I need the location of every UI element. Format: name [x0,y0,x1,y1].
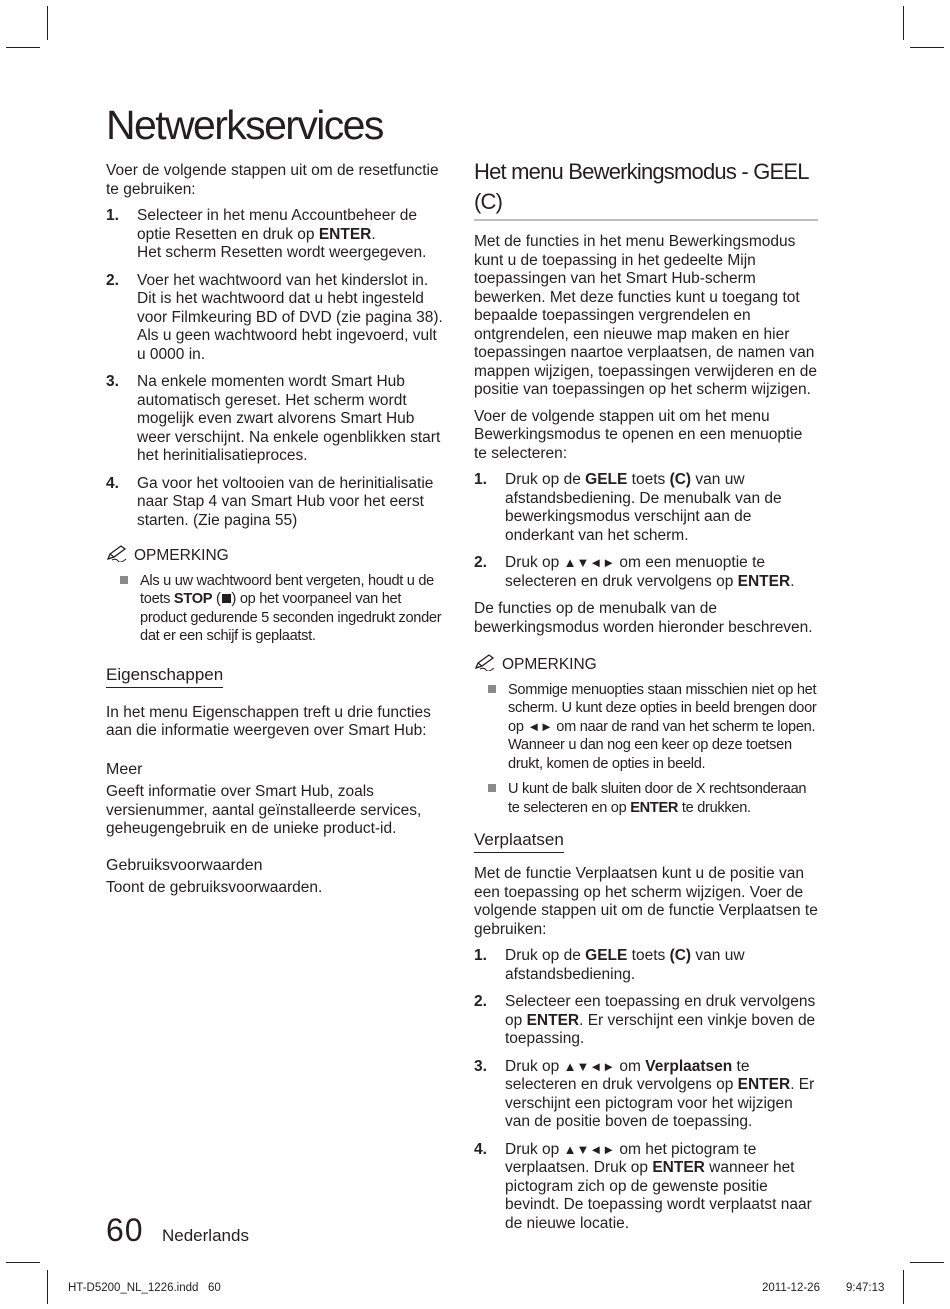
c-key-label: (C) [669,947,692,964]
list-item [474,554,818,591]
crop-mark [47,6,48,40]
gele-key-label: GELE [585,471,628,488]
section-heading: Het menu Bewerkingsmodus - GEEL (C) [474,157,818,221]
note-text: U kunt de balk sluiten door de X rechtsonderaan te selecteren en op [508,781,807,816]
gebruiksvoorwaarden-heading: Gebruiksvoorwaarden [106,856,263,874]
step-text: om een menuoptie te selecteren en druk vervolgens op [505,554,765,590]
note-text: Als u uw wachtwoord bent vergeten, houdt u de toets [140,572,434,607]
arrow-keys-icon: ▲▼◄► [563,555,616,570]
menubalk-text: De functies op de menubalk van de bewerkingsmodus worden hieronder beschreven. [474,600,813,636]
step-text: om [615,1057,646,1075]
meer-text: Geeft informatie over Smart Hub, zoals versienummer, aantal geïnstalleerde services, geheugengebruik en de unieke product-id. [106,783,422,837]
step-text: Druk op [505,554,564,571]
step-number: 4. [474,1140,487,1158]
list-item [474,780,818,817]
enter-key-label: ENTER [737,1076,791,1093]
step-number: 1. [106,207,119,224]
step-text: te selecteren en druk vervolgens op [505,1057,750,1093]
reset-steps [106,207,446,530]
c-key-label: (C) [669,471,692,488]
step-number: 2. [474,993,487,1010]
crop-mark [903,6,904,40]
imprint-file: HT-D5200_NL_1226.indd 60 [68,1282,221,1294]
gebruiksvoorwaarden-text: Toont de gebruiksvoorwaarden. [106,879,323,896]
enter-key-label: ENTER [652,1159,705,1176]
note-heading [474,653,818,677]
bewerkingsmodus-steps-intro: Voer de volgende stappen uit om het menu Bewerkingsmodus te openen en een menuoptie te selecteren: [474,407,803,462]
list-item [106,272,446,365]
step-text: van uw afstandsbediening. De menubalk van de bewerkingsmodus verschijnt aan de onderkant van het scherm. [505,471,782,544]
enter-key-label: ENTER [737,572,791,590]
step-text: toets [627,947,670,964]
arrow-keys-icon: ◄► [527,718,553,734]
crop-mark [47,1270,48,1304]
note-list [474,681,818,818]
step-text: Druk op de [505,947,586,964]
square-bullet-icon [488,685,496,693]
reset-intro: Voer de volgende stappen uit om de resetfunctie te gebruiken: [106,162,439,198]
list-item [106,572,446,646]
step-text: Druk op [505,1140,564,1158]
step-text: Druk op [505,1057,564,1075]
step-text: Het scherm Resetten wordt weergegeven. [137,244,427,261]
crop-mark [6,47,40,48]
note-title: OPMERKING [134,546,229,564]
list-item [106,207,446,263]
step-number: 3. [474,1057,487,1075]
pencil-note-icon [474,653,498,677]
page-title: Netwerkservices [106,102,383,148]
verplaatsen-text: Met de functie Verplaatsen kunt u de positie van een toepassing op het scherm wijzigen. Voer de volgende stappen uit om de functie Verplaatsen te gebruiken: [474,865,818,938]
bewerkingsmodus-steps [474,471,818,591]
step-text: . Er verschijnt een vinkje boven de toepassing. [505,1011,816,1047]
step-text: van uw afstandsbediening. [505,947,745,983]
step-number: 3. [106,373,119,390]
step-text: toets [627,471,670,488]
note-text: te drukken. [678,799,751,816]
crop-mark [910,47,944,48]
note-text: Sommige menuopties staan misschien niet op het scherm. U kunt deze opties in beeld brengen door op [508,681,817,735]
meer-heading: Meer [106,760,143,778]
eigenschappen-text: In het menu Eigenschappen treft u drie functies aan die informatie weergeven over Smart Hub: [106,703,431,739]
step-number: 1. [474,947,487,964]
crop-mark [903,1270,904,1304]
step-number: 1. [474,471,487,488]
list-item [474,471,818,545]
gele-key-label: GELE [585,947,628,964]
imprint-date: 2011-12-26 [762,1282,820,1294]
note-text: ) op het voorpaneel van het product gedurende 5 seconden ingedrukt zonder dat er een schijf is geplaatst. [140,591,442,644]
page-number: 60 [106,1212,144,1248]
arrow-keys-icon: ▲▼◄► [563,1058,616,1074]
step-text: Selecteer in het menu Accountbeheer de optie Resetten en druk op [137,207,418,243]
step-number: 2. [106,271,119,289]
right-column [474,157,818,1242]
arrow-keys-icon: ▲▼◄► [563,1141,616,1157]
enter-key-label: ENTER [318,225,372,243]
list-item [474,947,818,984]
step-text: . Er verschijnt een pictogram voor het wijzigen van de positie boven de toepassing. [505,1076,815,1130]
list-item [474,1141,818,1234]
step-number: 2. [474,554,487,571]
step-text: om het pictogram te verplaatsen. Druk op [505,1140,757,1176]
note-title: OPMERKING [502,655,597,673]
pencil-note-icon [106,544,130,568]
stop-symbol-icon [222,594,231,603]
enter-key-label: ENTER [526,1011,580,1029]
left-column [106,162,446,898]
imprint-time: 9:47:13 [846,1282,885,1294]
enter-key-label: ENTER [630,799,679,816]
eigenschappen-heading: Eigenschappen [106,664,223,688]
list-item [474,681,818,774]
step-text: Selecteer een toepassing en druk vervolgens op [505,993,816,1029]
step-text: . [790,572,795,590]
page-language: Nederlands [162,1226,249,1245]
list-item [106,475,446,531]
list-item [474,993,818,1049]
note-text: om naar de rand van het scherm te lopen. Wanneer u dan nog een keer op deze toetsen drukt, komen de opties in beeld. [508,718,816,772]
crop-mark [6,1262,40,1263]
step-text: Druk op de [505,471,586,488]
bewerkingsmodus-intro: Met de functies in het menu Bewerkingsmodus kunt u de toepassing in het gedeelte Mijn toepassingen van het Smart Hub-scherm bewerken. Met deze functies kunt u toegang tot bepaalde toepassingen vergrendelen en ontgrendelen, een nieuwe map maken en hier toepassingen naartoe verplaatsen, de namen van mappen wijzigen, toepassingen verwijderen en de positie van toepassingen op het scherm wijzigen. [474,233,817,398]
list-item [474,1058,818,1132]
list-item [106,373,446,466]
square-bullet-icon [488,784,496,792]
step-text: Voer het wachtwoord van het kinderslot in. Dit is het wachtwoord dat u hebt ingesteld voor Filmkeuring BD of DVD (zie pagina 38). Als u geen wachtwoord hebt ingevoerd, vult u 0000 in. [137,271,443,363]
step-number: 4. [106,474,119,492]
note-heading [106,544,446,568]
step-text: Na enkele momenten wordt Smart Hub automatisch gereset. Het scherm wordt mogelijk even zwart alvorens Smart Hub weer verschijnt. Na enkele ogenblikken start het herinitialisatieproces. [137,373,441,464]
step-text: Ga voor het voltooien van de herinitialisatie naar Stap 4 van Smart Hub voor het eerst starten. (Zie pagina 55) [137,474,434,529]
note-list [106,572,446,646]
square-bullet-icon [120,576,128,584]
crop-mark [910,1262,944,1263]
verplaatsen-steps [474,947,818,1233]
step-text: . [371,225,376,243]
step-text: wanneer het pictogram zich op de gewenste positie bevindt. De toepassing wordt verplaatst naar de nieuwe locatie. [505,1159,812,1232]
note-text: ( [212,591,221,607]
verplaatsen-heading: Verplaatsen [474,829,564,853]
stop-key-label: STOP [173,591,213,607]
verplaatsen-label: Verplaatsen [645,1057,733,1075]
